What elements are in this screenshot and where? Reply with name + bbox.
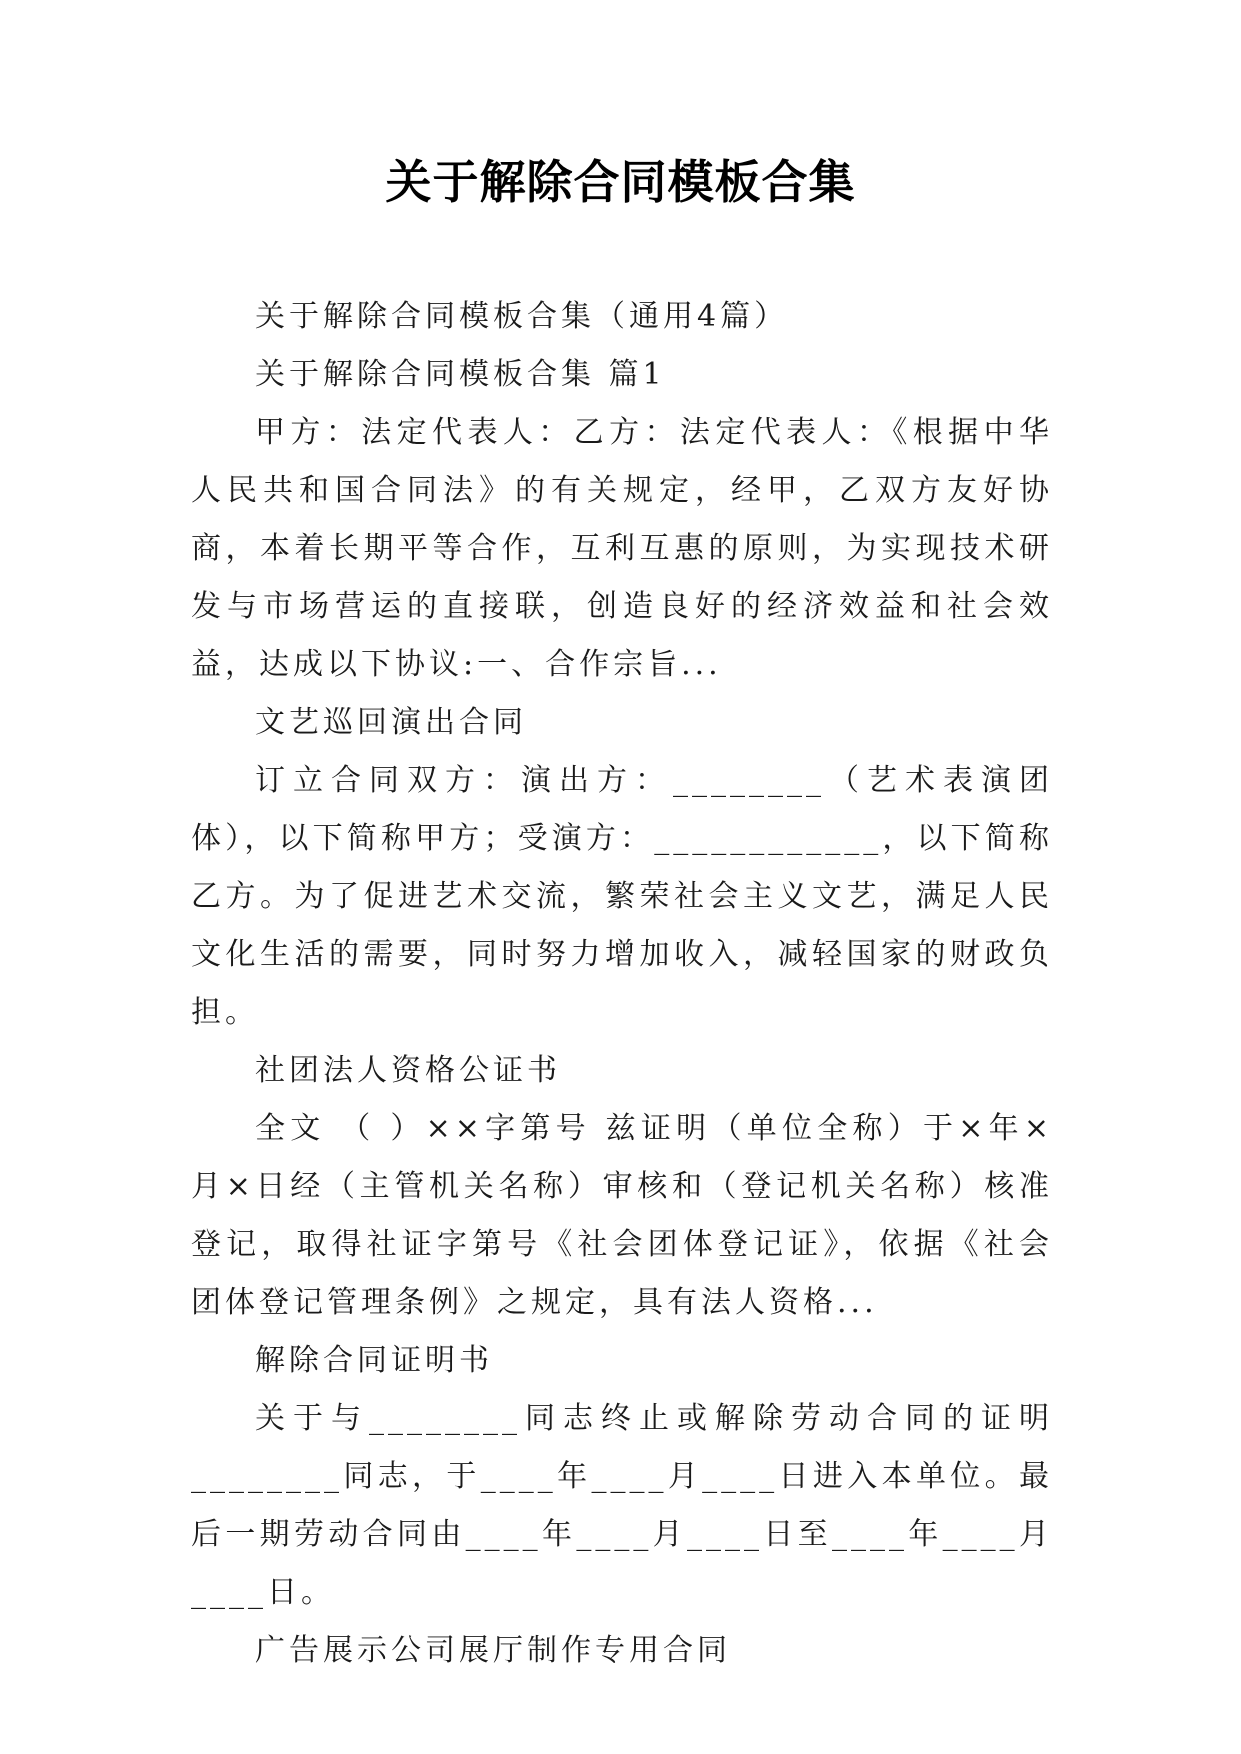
document-body <box>191 288 1067 1680</box>
paragraph-heading-performance-contract: 文艺巡回演出合同 <box>255 705 527 740</box>
paragraph-termination-certificate: 关于与________同志终止或解除劳动合同的证明 ________同志，于____年____月____日进入本单位。最后一期劳动合同由____年____月____日至____年____月____日。 <box>191 1401 1067 1610</box>
paragraph-heading-termination-certificate: 解除合同证明书 <box>255 1343 493 1378</box>
paragraph-cooperation-agreement: 甲方：法定代表人：乙方：法定代表人：《根据中华人民共和国合同法》的有关规定，经甲，乙双方友好协商，本着长期平等合作，互利互惠的原则，为实现技术研发与市场营运的直接联，创造良好的经济效益和社会效益，达成以下协议:一、合作宗旨... <box>191 415 1053 682</box>
paragraph-notarial-certificate: 全文 （ ）××字第号 兹证明（单位全称）于×年×月×日经（主管机关名称）审核和（登记机关名称）核准登记，取得社证字第号《社会团体登记证》，依据《社会团体登记管理条例》之规定，具有法人资格... <box>191 1111 1053 1320</box>
document-title: 关于解除合同模板合集 <box>385 155 856 209</box>
paragraph-section-heading: 关于解除合同模板合集 篇1 <box>255 357 666 392</box>
paragraph-heading-advertising-contract: 广告展示公司展厅制作专用合同 <box>255 1633 731 1668</box>
paragraph-performance-contract: 订立合同双方：演出方：________（艺术表演团体），以下简称甲方；受演方：____________，以下简称乙方。为了促进艺术交流，繁荣社会主义文艺，满足人民文化生活的需要，同时努力增加收入，减轻国家的财政负担。 <box>191 763 1053 1030</box>
paragraph-collection-heading: 关于解除合同模板合集（通用4篇） <box>255 299 789 334</box>
paragraph-heading-notarial-certificate: 社团法人资格公证书 <box>255 1053 561 1088</box>
